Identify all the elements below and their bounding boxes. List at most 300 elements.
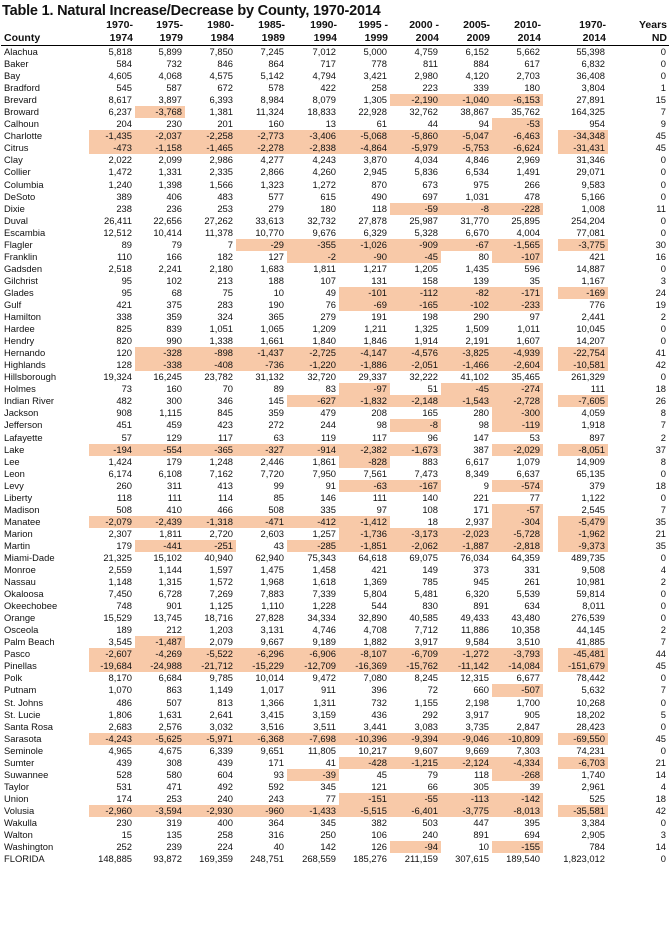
value-cell: 3,804 [581,82,605,94]
value-cell: 3,131 [260,624,284,636]
table-row [1,564,669,576]
value-cell: 213 [217,274,233,286]
value-cell: 55,398 [576,46,605,57]
value-cell: 975 [473,178,489,190]
value-cell: -960 [236,805,287,817]
value-cell: -5,625 [135,733,185,745]
value-cell: 41,885 [576,636,605,648]
value-cell: -2,037 [135,130,185,142]
county-name-cell: Miami-Dade [4,551,55,563]
value-cell: 717 [320,58,336,70]
years-nd-cell: 8 [660,407,666,419]
spacer-cell [543,130,558,142]
value-cell: -171 [492,287,543,299]
table-header [1,20,669,46]
years-nd-cell: 35 [655,539,666,551]
value-cell: 1,661 [260,335,284,347]
value-cell: -112 [390,287,441,299]
value-cell: 4,675 [158,744,182,756]
value-cell: -8,107 [339,648,390,660]
years-nd-cell: 45 [655,660,666,672]
value-cell: 26,411 [104,214,132,226]
value-cell: 2,866 [260,166,284,178]
value-cell: 1,315 [158,576,182,588]
table-row [1,106,669,118]
value-cell: 490 [371,190,387,202]
value-cell: -441 [135,540,185,552]
value-cell: 119 [321,431,336,443]
value-cell: 4,846 [465,154,489,166]
value-cell: -6,153 [492,94,543,106]
value-cell: 250 [320,829,336,841]
years-nd-cell: 15 [655,94,666,106]
value-cell: -45 [441,383,492,395]
table-row [1,757,669,769]
column-header-period: 1999 [339,33,390,46]
years-nd-cell: 2 [660,624,666,636]
table-row [1,58,669,70]
years-nd-cell: 0 [660,696,666,708]
value-cell: 359 [166,311,182,323]
spacer-cell [543,203,558,215]
value-cell: 1,149 [209,684,233,696]
table-row [1,444,669,456]
value-cell: 694 [524,829,540,841]
value-cell: 1,435 [465,262,489,274]
county-name-cell: Putnam [4,684,37,696]
value-cell: 308 [166,756,182,768]
value-cell: 2,446 [260,455,284,467]
spacer-cell [543,492,558,504]
value-cell: -1,433 [287,805,339,817]
value-cell: -1,318 [185,516,236,528]
value-cell: 846 [217,58,233,70]
value-cell: 131 [371,274,387,286]
value-cell: 2,961 [581,780,605,792]
value-cell: 70 [222,383,233,395]
value-cell: -365 [185,444,236,456]
value-cell: 1,011 [517,323,540,335]
value-cell: -5,971 [185,733,236,745]
value-cell: -35,581 [558,805,608,817]
value-cell: 732 [371,696,387,708]
value-cell: 2,198 [465,696,489,708]
table-row [1,624,669,636]
value-cell: 1,203 [209,624,233,636]
value-cell: 1,248 [209,455,233,467]
table-row [1,516,669,528]
table-row [1,540,669,552]
value-cell: 43,480 [511,612,540,624]
value-cell: 1,740 [581,768,605,780]
value-cell: 2,079 [209,636,233,648]
value-cell: -1,220 [287,359,339,371]
value-cell: 211,159 [404,853,438,865]
county-name-cell: Walton [4,829,33,841]
value-cell: 290 [473,311,489,323]
value-cell: 169,359 [199,853,233,865]
column-header-line1: 2000 - [409,19,439,31]
value-cell: 201 [217,118,233,130]
value-cell: 107 [320,274,336,286]
value-cell: 146 [320,491,336,503]
value-cell: 3,917 [414,636,438,648]
value-cell: 108 [422,503,438,515]
table-row [1,395,669,407]
years-nd-cell: 3 [660,829,666,841]
column-header-period: 2004 [390,33,441,46]
spacer-cell [543,106,558,118]
table-row [1,829,669,841]
years-nd-cell: 14 [655,768,666,780]
value-cell: 253 [166,792,182,804]
years-nd-cell: 0 [660,166,666,178]
table-row [1,745,669,757]
value-cell: 8,617 [108,94,132,106]
value-cell: 5,818 [108,46,132,57]
value-cell: 140 [422,491,438,503]
value-cell: 422 [320,82,336,94]
value-cell: -39 [287,769,339,781]
value-cell: 9,669 [465,744,489,756]
value-cell: 32,762 [409,106,438,118]
table-row [1,383,669,395]
county-name-cell: Charlotte [4,130,43,142]
value-cell: -16,369 [339,660,390,672]
table-row [1,179,669,191]
table-row [1,817,669,829]
value-cell: 266 [524,178,540,190]
value-cell: 1,217 [363,262,387,274]
years-nd-cell: 0 [660,226,666,238]
years-nd-cell: 2 [660,576,666,588]
value-cell: 95 [121,274,132,286]
value-cell: 525 [589,792,605,804]
table-row [1,215,669,227]
value-cell: 2,307 [108,527,132,539]
value-cell: -67 [441,239,492,251]
value-cell: 489,735 [571,551,605,563]
value-cell: 1,458 [312,564,336,576]
table-row [1,697,669,709]
value-cell: 400 [217,817,233,828]
value-cell: 75 [222,286,233,298]
table-row [1,528,669,540]
table-row [1,552,669,564]
value-cell: 49,433 [460,612,489,624]
value-cell: 10,045 [576,323,605,335]
value-cell: 106 [371,829,387,841]
spacer-cell [543,468,558,480]
spacer-cell [543,359,558,371]
value-cell: 7,450 [108,588,132,600]
value-cell: -101 [339,287,390,299]
value-cell: 10,770 [255,226,284,238]
value-cell: -274 [492,383,543,395]
value-cell: 492 [217,780,233,792]
years-nd-cell: 0 [660,371,666,383]
county-name-cell: Levy [4,479,24,491]
value-cell: 2,559 [108,564,132,576]
value-cell: 5,632 [581,684,605,696]
county-name-cell: Pinellas [4,660,37,672]
value-cell: 1,051 [209,323,233,335]
column-header-line1: 1990- [310,19,337,31]
value-cell: 1,566 [209,178,233,190]
value-cell: -4,939 [492,347,543,359]
value-cell: -194 [89,444,135,456]
value-cell: 577 [268,190,284,202]
value-cell: 189 [116,624,132,636]
value-cell: 4,746 [312,624,336,636]
value-cell: 3,897 [158,94,182,106]
value-cell: 4,708 [363,624,387,636]
value-cell: 1,811 [313,262,336,274]
value-cell: -5,753 [441,142,492,154]
county-name-cell: Calhoun [4,118,39,130]
value-cell: 1,305 [363,94,387,106]
years-nd-cell: 19 [655,298,666,310]
value-cell: 483 [217,190,233,202]
value-cell: 5,166 [581,190,605,202]
value-cell: 1,155 [414,696,438,708]
years-nd-cell: 7 [660,106,666,118]
value-cell: 98 [478,419,489,431]
column-header-period: 1994 [287,33,339,46]
value-cell: -3,594 [135,805,185,817]
value-cell: -1,487 [135,636,185,648]
value-cell: -119 [492,419,543,431]
value-cell: -2,382 [339,444,390,456]
value-cell: 165 [422,407,438,419]
value-cell: 279 [320,311,336,323]
value-cell: -1,465 [185,142,236,154]
value-cell: 891 [473,829,489,841]
value-cell: -3,775 [558,239,608,251]
value-cell: 147 [473,431,489,443]
value-cell: 65,135 [576,467,605,479]
value-cell: 421 [371,564,387,576]
value-cell: 7,720 [260,467,284,479]
value-cell: -69,550 [558,733,608,745]
years-nd-cell: 45 [655,732,666,744]
value-cell: 32,720 [307,371,336,383]
value-cell: 839 [166,323,182,335]
table-row [1,480,669,492]
spacer-cell [543,697,558,709]
value-cell: -169 [558,287,608,299]
value-cell: 93,872 [153,853,182,865]
spacer-cell [543,456,558,468]
value-cell: 31,770 [460,214,489,226]
table-row [1,588,669,600]
years-nd-cell: 26 [655,395,666,407]
spacer-cell [543,624,558,636]
value-cell: 8,245 [414,672,438,684]
column-header-period: 1974 [89,33,135,46]
value-cell: 305 [473,780,489,792]
value-cell: 447 [473,817,489,828]
spacer-cell [543,118,558,130]
county-name-cell: DeSoto [4,190,36,202]
value-cell: 596 [524,262,540,274]
value-cell: -3,173 [390,528,441,540]
value-cell: 2,335 [209,166,233,178]
value-cell: 7,080 [363,672,387,684]
value-cell: 1,272 [312,178,336,190]
years-nd-cell: 4 [660,780,666,792]
value-cell: 179 [116,539,132,551]
value-cell: 44,145 [576,624,605,636]
spacer-cell [543,263,558,275]
value-cell: 164,325 [571,106,605,118]
value-cell: -45,481 [558,648,608,660]
county-name-cell: Lee [4,455,20,467]
spacer-cell [543,215,558,227]
value-cell: 3,511 [313,720,336,732]
value-cell: 3,032 [209,720,233,732]
value-cell: 316 [268,829,284,841]
table-row [1,504,669,516]
value-cell: -4,864 [339,142,390,154]
value-cell: 62,940 [255,551,284,563]
value-cell: -2,029 [492,444,543,456]
value-cell: 7,269 [209,588,233,600]
value-cell: 7,883 [260,588,284,600]
value-cell: 897 [589,431,605,443]
value-cell: -4,147 [339,347,390,359]
value-cell: -102 [441,299,492,311]
value-cell: -2,079 [89,516,135,528]
value-cell: 9,607 [414,744,438,756]
value-cell: -22,754 [558,347,608,359]
value-cell: 1,572 [209,576,233,588]
value-cell: 111 [590,383,605,395]
value-cell: 12,315 [460,672,489,684]
value-cell: 68 [171,286,182,298]
county-name-cell: Gulf [4,298,22,310]
value-cell: 459 [166,419,182,431]
years-nd-cell: 0 [660,491,666,503]
value-cell: 272 [268,419,284,431]
county-name-cell: Holmes [4,383,36,395]
value-cell: 1,167 [581,274,605,286]
value-cell: 785 [422,576,438,588]
value-cell: 6,108 [158,467,182,479]
value-cell: 451 [116,419,132,431]
county-name-cell: Lake [4,443,25,455]
table-row [1,419,669,431]
value-cell: 13 [325,118,336,130]
value-cell: 139 [473,274,489,286]
value-cell: 6,534 [465,166,489,178]
value-cell: 1,823,012 [563,853,605,865]
value-cell: 11,378 [205,226,233,238]
county-name-cell: Alachua [4,46,38,57]
table-row [1,359,669,371]
value-cell: 85 [273,491,284,503]
value-cell: 96 [427,431,438,443]
county-name-cell: Hendry [4,335,35,347]
value-cell: 185,276 [353,853,387,865]
spacer-cell [543,383,558,395]
value-cell: 1,323 [260,178,284,190]
years-nd-cell: 11 [656,202,666,214]
value-cell: -5,479 [558,516,608,528]
county-name-cell: Bay [4,70,21,82]
value-cell: 1,918 [581,419,605,431]
value-cell: 128 [116,359,132,371]
value-cell: 3,510 [516,636,540,648]
value-cell: -2,838 [287,142,339,154]
column-header-period: 1984 [185,33,236,46]
value-cell: -7,605 [558,395,608,407]
value-cell: 466 [217,503,233,515]
value-cell: 25,987 [409,214,438,226]
value-cell: 395 [524,817,540,828]
county-name-cell: Seminole [4,744,44,756]
value-cell: 32,222 [409,371,438,383]
spacer-cell [543,287,558,299]
table-row [1,660,669,672]
value-cell: 35,465 [511,371,540,383]
value-cell: 439 [116,756,132,768]
county-name-cell: Brevard [4,94,37,106]
table-row [1,347,669,359]
value-cell: 7 [227,238,233,250]
value-cell: 230 [116,817,132,828]
value-cell: 1,240 [108,178,132,190]
years-nd-cell: 42 [655,359,666,371]
value-cell: 239 [166,841,182,853]
years-nd-cell: 37 [655,443,666,455]
value-cell: -1,962 [558,528,608,540]
spacer-cell [543,395,558,407]
value-cell: 9,651 [260,744,284,756]
value-cell: 4,004 [516,226,540,238]
spacer-cell [543,769,558,781]
value-cell: 22,928 [358,106,387,118]
table-row [1,287,669,299]
years-nd-cell: 0 [660,467,666,479]
value-cell: 8,170 [108,672,132,684]
value-cell: 1,008 [581,202,605,214]
spacer-cell [543,841,558,853]
value-cell: 2,518 [108,262,132,274]
value-cell: -55 [390,793,441,805]
value-cell: -574 [492,480,543,492]
value-cell: 5,804 [363,588,387,600]
table-row [1,371,669,383]
value-cell: 4,794 [312,70,336,82]
value-cell: -29 [236,239,287,251]
value-cell: 129 [166,431,182,443]
value-cell: 1,811 [159,527,182,539]
years-nd-cell: 0 [660,178,666,190]
value-cell: -5,728 [492,528,543,540]
county-name-cell: Lafayette [4,431,43,443]
years-nd-cell: 3 [660,274,666,286]
value-cell: -1,040 [441,94,492,106]
value-cell: -304 [492,516,543,528]
value-cell: -2,023 [441,528,492,540]
value-cell: 345 [320,780,336,792]
value-cell: 248,751 [250,853,284,865]
value-cell: 592 [268,780,284,792]
column-header-period: 2014 [558,33,608,46]
years-nd-cell: 2 [660,311,666,323]
value-cell: -2,062 [390,540,441,552]
